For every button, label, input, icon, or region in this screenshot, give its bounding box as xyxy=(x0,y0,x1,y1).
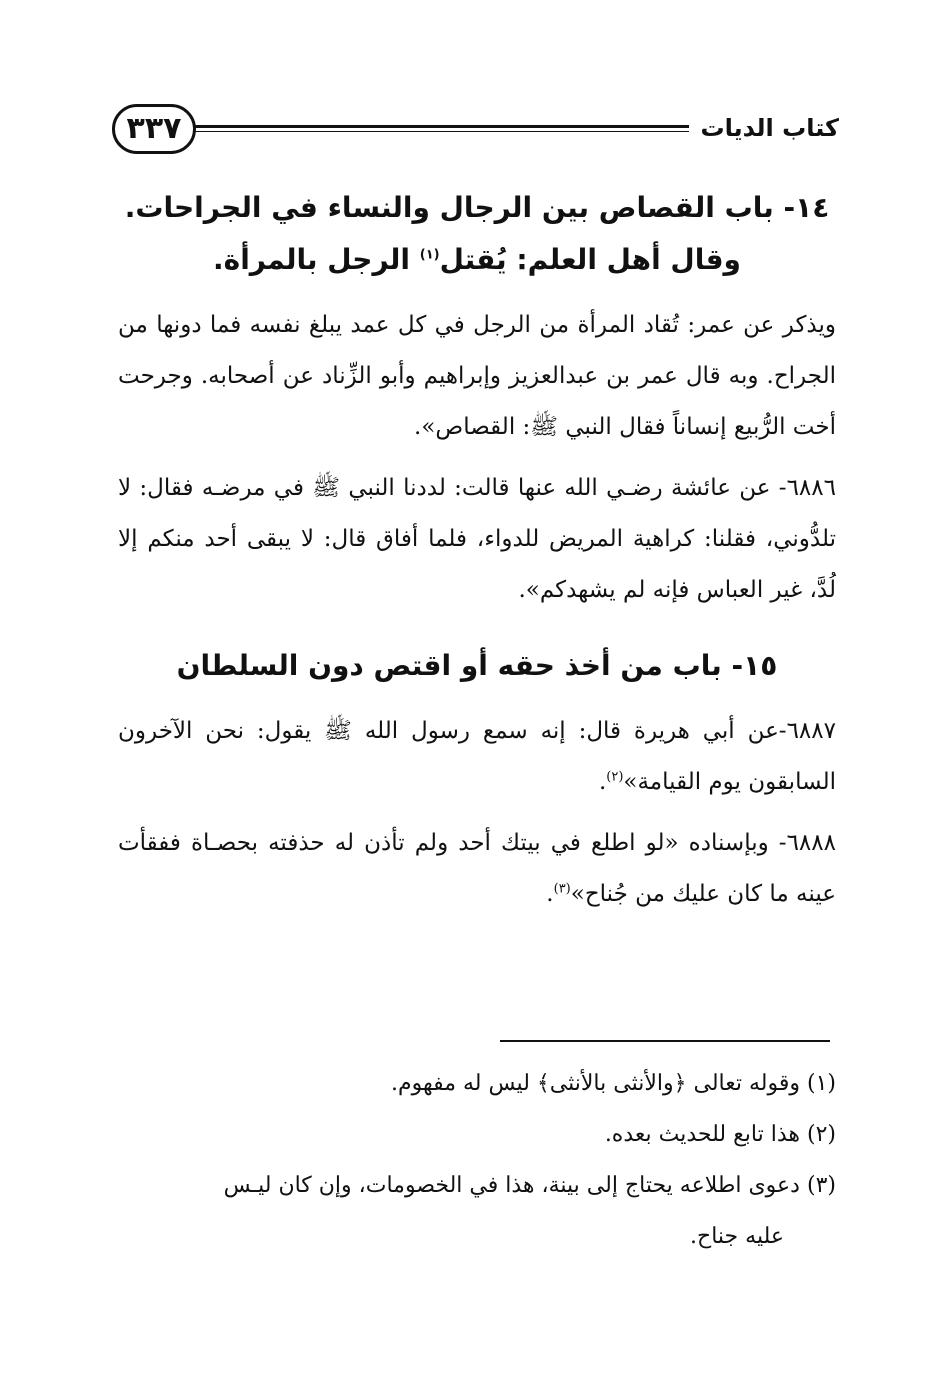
footnote-ref-1[interactable]: (١) xyxy=(419,247,440,263)
chapter-heading-14 xyxy=(118,182,836,286)
footnote-separator xyxy=(500,1040,830,1042)
footnote-1-marker: (١) xyxy=(806,1071,836,1096)
header-rule xyxy=(192,125,689,132)
chapter-heading-14-text: ١٤- باب القصاص بين الرجال والنساء في الجراحات. وقال أهل العلم: يُقتل xyxy=(124,191,830,276)
hadith-6888 xyxy=(118,818,836,920)
footnote-3-continuation: عليه جناح. xyxy=(690,1224,784,1249)
footnotes xyxy=(120,1058,836,1262)
footnote-ref-2[interactable]: (٢) xyxy=(606,769,624,785)
hadith-6887 xyxy=(118,706,836,808)
footnote-2-text: هذا تابع للحديث بعده. xyxy=(604,1122,800,1147)
page-number-frame xyxy=(112,104,196,154)
footnote-1-text: وقوله تعالى ﴿والأنثى بالأنثى﴾ ليس له مفهوم. xyxy=(390,1071,800,1096)
chapter-heading-15: ١٥- باب من أخذ حقه أو اقتص دون السلطان xyxy=(176,649,778,682)
footnote-2 xyxy=(120,1109,836,1160)
hadith-6888-end: . xyxy=(546,881,554,907)
page-number: ٣٣٧ xyxy=(126,111,182,146)
footnote-3 xyxy=(120,1160,836,1211)
footnote-ref-3[interactable]: (٣) xyxy=(553,881,571,897)
footnote-3-text: دعوى اطلاعه يحتاج إلى بينة، هذا في الخصومات، وإن كان ليـس xyxy=(223,1173,800,1198)
book-title: كتاب الديات xyxy=(700,114,839,142)
hadith-6887-text: ٦٨٨٧-عن أبي هريرة قال: إنه سمع رسول الله ﷺ يقول: نحن الآخرون السابقون يوم القيامة» xyxy=(118,718,836,795)
section-gap xyxy=(118,626,836,640)
footnote-3-marker: (٣) xyxy=(806,1173,836,1198)
running-header xyxy=(112,102,839,160)
paragraph-umar: ويذكر عن عمر: تُقاد المرأة من الرجل في كل عمد يبلغ نفسه فما دونها من الجراح. وبه قال عمر بن عبدالعزيز وإبراهيم وأبو الزِّناد عن أصحابه. وجرحت أخت الرُّبيع إنساناً فقال النبي ﷺ: القصاص». xyxy=(118,312,836,440)
main-content xyxy=(118,182,836,930)
hadith-6886: ٦٨٨٦- عن عائشة رضـي الله عنها قالت: لددنا النبي ﷺ في مرضـه فقال: لا تلدُّوني، فقلنا: كراهية المريض للدواء، فلما أفاق قال: لا يبقى أحد منكم إلا لُدَّ، غير العباس فإنه لم يشهدكم». xyxy=(118,475,836,603)
chapter-heading-14-tail: الرجل بالمرأة. xyxy=(213,243,420,276)
hadith-6887-end: . xyxy=(598,769,607,795)
hadith-6888-text: ٦٨٨٨- وبإسناده «لو اطلع في بيتك أحد ولم تأذن له حذفته بحصـاة ففقأت عينه ما كان عليك من جُناح» xyxy=(118,830,836,907)
footnote-2-marker: (٢) xyxy=(806,1122,836,1147)
footnote-1 xyxy=(120,1058,836,1109)
